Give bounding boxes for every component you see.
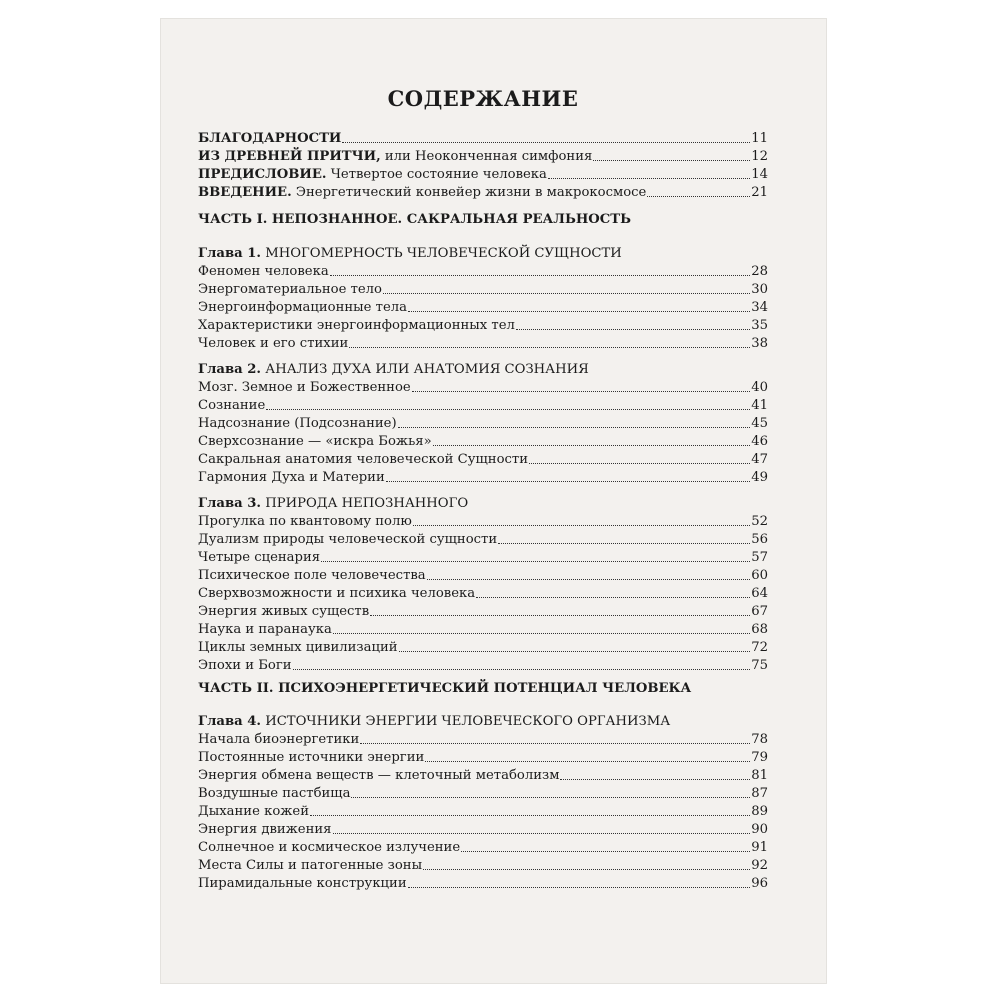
- entry-text: Циклы земных цивилизаций: [198, 640, 398, 655]
- page-number: 34: [751, 300, 768, 315]
- chapter-name: ПРИРОДА НЕПОЗНАННОГО: [261, 496, 469, 511]
- toc-entry: [198, 395, 768, 414]
- leader-dots: [529, 463, 750, 464]
- toc-entry: [198, 164, 768, 183]
- leader-dots: [293, 669, 751, 670]
- page-number: 79: [751, 750, 768, 765]
- chapter-name: МНОГОМЕРНОСТЬ ЧЕЛОВЕЧЕСКОЙ СУЩНОСТИ: [261, 246, 622, 261]
- page-title: СОДЕРЖАНИЕ: [387, 86, 579, 111]
- entry-text: Энергия движения: [198, 822, 332, 837]
- page-number: 28: [751, 264, 768, 279]
- entry-text: Сакральная анатомия человеческой Сущности: [198, 452, 528, 467]
- toc-entry: [198, 279, 768, 298]
- page-number: 21: [751, 185, 768, 200]
- page-number: 89: [751, 804, 768, 819]
- toc-entry: [198, 619, 768, 638]
- toc-entry: [198, 128, 768, 147]
- page-number: 45: [751, 416, 768, 431]
- entry-text: Энергоматериальное тело: [198, 282, 382, 297]
- page-number: 96: [751, 876, 768, 891]
- page-number: 91: [751, 840, 768, 855]
- page-number: 92: [751, 858, 768, 873]
- toc-entry: [198, 467, 768, 486]
- page-number: 81: [751, 768, 768, 783]
- leader-dots: [349, 347, 750, 348]
- toc-entry: [198, 747, 768, 766]
- toc-entry: [198, 431, 768, 450]
- entry-bold: ВВЕДЕНИЕ.: [198, 185, 292, 200]
- page-number: 40: [751, 380, 768, 395]
- entry-text: Начала биоэнергетики: [198, 732, 360, 747]
- entry-text: Солнечное и космическое излучение: [198, 840, 461, 855]
- toc-entry: [198, 801, 768, 820]
- leader-dots: [398, 427, 751, 428]
- leader-dots: [647, 196, 750, 197]
- toc-entry: [198, 261, 768, 280]
- entry-text: Дыхание кожей: [198, 804, 309, 819]
- chapter-heading: [198, 362, 768, 377]
- page-number: 14: [751, 167, 768, 182]
- part-heading: ЧАСТЬ I. НЕПОЗНАННОЕ. САКРАЛЬНАЯ РЕАЛЬНОСТЬ: [198, 212, 631, 227]
- entry-text: Энергия живых существ: [198, 604, 370, 619]
- leader-dots: [476, 597, 750, 598]
- page-number: 12: [751, 149, 768, 164]
- chapter-heading: [198, 246, 768, 261]
- leader-dots: [498, 543, 750, 544]
- page-number: 72: [751, 640, 768, 655]
- toc-entry: [198, 819, 768, 838]
- entry-text: Сверхвозможности и психика человека: [198, 586, 476, 601]
- entry-text: Воздушные пастбища: [198, 786, 351, 801]
- toc-entry: [198, 729, 768, 748]
- entry-text: Человек и его стихии: [198, 336, 349, 351]
- leader-dots: [548, 178, 750, 179]
- entry-text: Дуализм природы человеческой сущности: [198, 532, 498, 547]
- chapter-label: Глава 3.: [198, 496, 262, 511]
- entry-text: Четвертое состояние человека: [326, 167, 547, 182]
- entry-text: Сверхсознание — «искра Божья»: [198, 434, 432, 449]
- chapter-heading: [198, 714, 768, 729]
- toc-entry: [198, 873, 768, 892]
- entry-text: Надсознание (Подсознание): [198, 416, 397, 431]
- toc-entry: [198, 315, 768, 334]
- toc-entry: [198, 655, 768, 674]
- page-number: 46: [751, 434, 768, 449]
- leader-dots: [342, 142, 750, 143]
- page-number: 35: [751, 318, 768, 333]
- page-number: 11: [751, 131, 768, 146]
- leader-dots: [427, 579, 751, 580]
- leader-dots: [370, 615, 750, 616]
- entry-text: Прогулка по квантовому полю: [198, 514, 412, 529]
- entry-text: или Неоконченная симфония: [380, 149, 593, 164]
- leader-dots: [593, 160, 750, 161]
- leader-dots: [383, 293, 750, 294]
- page-number: 49: [751, 470, 768, 485]
- entry-bold: ПРЕДИСЛОВИЕ.: [198, 167, 327, 182]
- chapter-name: ИСТОЧНИКИ ЭНЕРГИИ ЧЕЛОВЕЧЕСКОГО ОРГАНИЗМА: [261, 714, 671, 729]
- page-number: 52: [751, 514, 768, 529]
- toc-entry: [198, 413, 768, 432]
- leader-dots: [330, 275, 751, 276]
- entry-text: Феномен человека: [198, 264, 329, 279]
- entry-text: Постоянные источники энергии: [198, 750, 425, 765]
- leader-dots: [413, 525, 750, 526]
- toc-entry: [198, 601, 768, 620]
- leader-dots: [386, 481, 750, 482]
- toc-entry: [198, 297, 768, 316]
- toc-entry: [198, 449, 768, 468]
- entry-text: Энергетический конвейер жизни в макрокосмосе: [291, 185, 647, 200]
- toc-entry: [198, 783, 768, 802]
- page-number: 60: [751, 568, 768, 583]
- page-number: 47: [751, 452, 768, 467]
- chapter-label: Глава 1.: [198, 246, 262, 261]
- toc-entry: [198, 529, 768, 548]
- leader-dots: [266, 409, 750, 410]
- entry-text: Энергия обмена веществ — клеточный метаболизм: [198, 768, 560, 783]
- toc-entry: [198, 583, 768, 602]
- toc-entry: [198, 765, 768, 784]
- leader-dots: [399, 651, 751, 652]
- chapter-label: Глава 2.: [198, 362, 262, 377]
- page-number: 30: [751, 282, 768, 297]
- leader-dots: [433, 445, 751, 446]
- page-number: 38: [751, 336, 768, 351]
- page-number: 56: [751, 532, 768, 547]
- chapter-heading: [198, 496, 768, 511]
- page-number: 78: [751, 732, 768, 747]
- entry-text: Четыре сценария: [198, 550, 321, 565]
- leader-dots: [412, 391, 751, 392]
- toc-entry: [198, 565, 768, 584]
- toc-entry: [198, 547, 768, 566]
- entry-text: Пирамидальные конструкции: [198, 876, 407, 891]
- toc-entry: [198, 333, 768, 352]
- leader-dots: [360, 743, 750, 744]
- toc-entry: [198, 637, 768, 656]
- leader-dots: [408, 887, 751, 888]
- toc-entry: [198, 182, 768, 201]
- entry-text: Эпохи и Боги: [198, 658, 292, 673]
- page-number: 41: [751, 398, 768, 413]
- toc-entry: [198, 377, 768, 396]
- leader-dots: [425, 761, 750, 762]
- entry-text: Места Силы и патогенные зоны: [198, 858, 423, 873]
- page-number: 90: [751, 822, 768, 837]
- leader-dots: [333, 633, 750, 634]
- chapter-name: АНАЛИЗ ДУХА ИЛИ АНАТОМИЯ СОЗНАНИЯ: [261, 362, 589, 377]
- leader-dots: [351, 797, 750, 798]
- page-number: 87: [751, 786, 768, 801]
- page-number: 75: [751, 658, 768, 673]
- leader-dots: [408, 311, 750, 312]
- entry-text: Мозг. Земное и Божественное: [198, 380, 411, 395]
- entry-text: Психическое поле человечества: [198, 568, 426, 583]
- leader-dots: [333, 833, 751, 834]
- leader-dots: [461, 851, 750, 852]
- entry-text: Энергоинформационные тела: [198, 300, 407, 315]
- leader-dots: [516, 329, 750, 330]
- page-number: 68: [751, 622, 768, 637]
- part-heading: ЧАСТЬ II. ПСИХОЭНЕРГЕТИЧЕСКИЙ ПОТЕНЦИАЛ ЧЕЛОВЕКА: [198, 681, 692, 696]
- leader-dots: [321, 561, 750, 562]
- entry-text: Наука и паранаука: [198, 622, 332, 637]
- chapter-label: Глава 4.: [198, 714, 262, 729]
- toc-entry: [198, 511, 768, 530]
- toc-entry: [198, 146, 768, 165]
- toc-entry: [198, 837, 768, 856]
- leader-dots: [423, 869, 750, 870]
- entry-text: Сознание: [198, 398, 266, 413]
- leader-dots: [310, 815, 750, 816]
- entry-bold: БЛАГОДАРНОСТИ: [198, 131, 342, 146]
- entry-text: Характеристики энергоинформационных тел: [198, 318, 515, 333]
- page-number: 57: [751, 550, 768, 565]
- page-number: 67: [751, 604, 768, 619]
- toc-entry: [198, 855, 768, 874]
- entry-bold: ИЗ ДРЕВНЕЙ ПРИТЧИ,: [198, 149, 381, 164]
- leader-dots: [560, 779, 750, 780]
- page-number: 64: [751, 586, 768, 601]
- entry-text: Гармония Духа и Материи: [198, 470, 385, 485]
